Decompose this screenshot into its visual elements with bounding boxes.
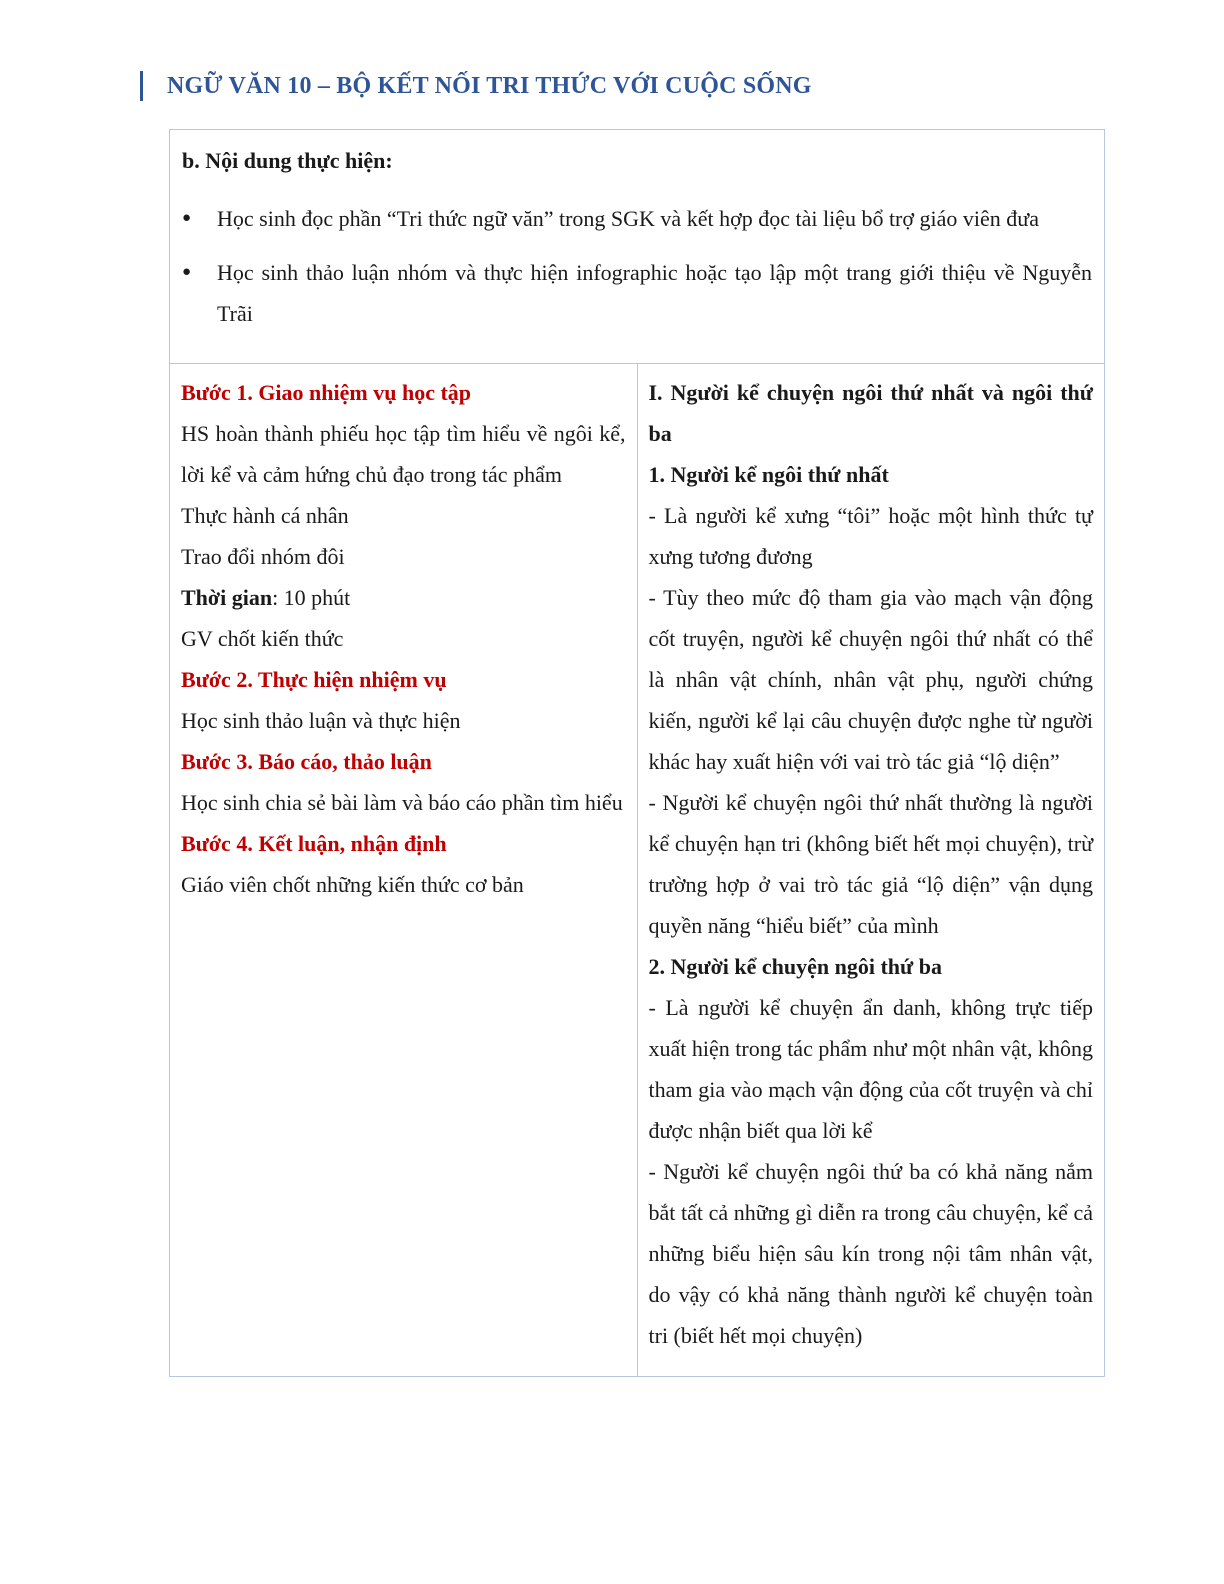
header-title: NGỮ VĂN 10 – BỘ KẾT NỐI TRI THỨC VỚI CUỘC SỐNG (167, 72, 812, 99)
bullet-list (182, 198, 1092, 334)
step-1-text: HS hoàn thành phiếu học tập tìm hiểu về ngôi kể, lời kể và cảm hứng chủ đạo trong tác phẩm (181, 421, 626, 487)
time-value: : 10 phút (272, 585, 351, 610)
paragraph: - Tùy theo mức độ tham gia vào mạch vận động cốt truyện, người kể chuyện ngôi thứ nhất có thể là nhân vật chính, nhân vật phụ, người chứng kiến, người kể lại câu chuyện được nghe từ người khác hay xuất hiện với vai trò tác giả “lộ diện” (648, 585, 1093, 774)
paragraph: - Là người kể xưng “tôi” hoặc một hình thức tự xưng tương đương (648, 503, 1093, 569)
step-3-heading: Bước 3. Báo cáo, thảo luận (181, 749, 432, 774)
bullet-text: Học sinh đọc phần “Tri thức ngữ văn” trong SGK và kết hợp đọc tài liệu bổ trợ giáo viên đưa (217, 206, 1039, 231)
step-4-heading: Bước 4. Kết luận, nhận định (181, 831, 447, 856)
subheading-first-person: 1. Người kể ngôi thứ nhất (648, 462, 889, 487)
steps-column (170, 364, 638, 1377)
steps-row (170, 364, 1105, 1377)
step-4-text: Giáo viên chốt những kiến thức cơ bản (181, 872, 524, 897)
header-accent-bar (140, 71, 143, 101)
time-line (181, 577, 626, 618)
bullet-dot-icon: ● (182, 210, 192, 226)
step-3-text: Học sinh chia sẻ bài làm và báo cáo phần tìm hiểu (181, 790, 623, 815)
bullet-dot-icon: ● (182, 264, 192, 280)
time-label: Thời gian (181, 585, 273, 610)
paragraph: - Người kể chuyện ngôi thứ ba có khả năng nắm bắt tất cả những gì diễn ra trong câu chuyện, kể cả những biểu hiện sâu kín trong nội tâm nhân vật, do vậy có khả năng thành người kể chuyện toàn tri (biết hết mọi chuyện) (648, 1159, 1093, 1348)
knowledge-heading: I. Người kể chuyện ngôi thứ nhất và ngôi thứ ba (648, 380, 1093, 446)
lesson-table (169, 129, 1105, 1377)
step-2-heading: Bước 2. Thực hiện nhiệm vụ (181, 667, 447, 692)
paragraph: - Là người kể chuyện ẩn danh, không trực tiếp xuất hiện trong tác phẩm như một nhân vật, không tham gia vào mạch vận động của cốt truyện và chỉ được nhận biết qua lời kể (648, 995, 1094, 1143)
individual-practice: Thực hành cá nhân (181, 503, 349, 528)
pair-exchange: Trao đổi nhóm đôi (181, 544, 345, 569)
paragraph: - Người kể chuyện ngôi thứ nhất thường là người kể chuyện hạn tri (không biết hết mọi chuyện), trừ trường hợp ở vai trò tác giả “lộ diện” vận dụng quyền năng “hiểu biết” của mình (648, 790, 1093, 938)
subheading-third-person: 2. Người kể chuyện ngôi thứ ba (648, 954, 942, 979)
bullet-item (182, 198, 1092, 239)
content-row (170, 130, 1105, 364)
content-cell (170, 130, 1105, 364)
section-title: b. Nội dung thực hiện: (182, 148, 393, 173)
knowledge-column (637, 364, 1105, 1377)
step-2-text: Học sinh thảo luận và thực hiện (181, 708, 461, 733)
gv-summary: GV chốt kiến thức (181, 626, 344, 651)
bullet-text: Học sinh thảo luận nhóm và thực hiện infographic hoặc tạo lập một trang giới thiệu về Nguyễn Trãi (217, 260, 1092, 326)
page-header (140, 70, 812, 102)
step-1-heading: Bước 1. Giao nhiệm vụ học tập (181, 380, 472, 405)
bullet-item (182, 252, 1092, 334)
